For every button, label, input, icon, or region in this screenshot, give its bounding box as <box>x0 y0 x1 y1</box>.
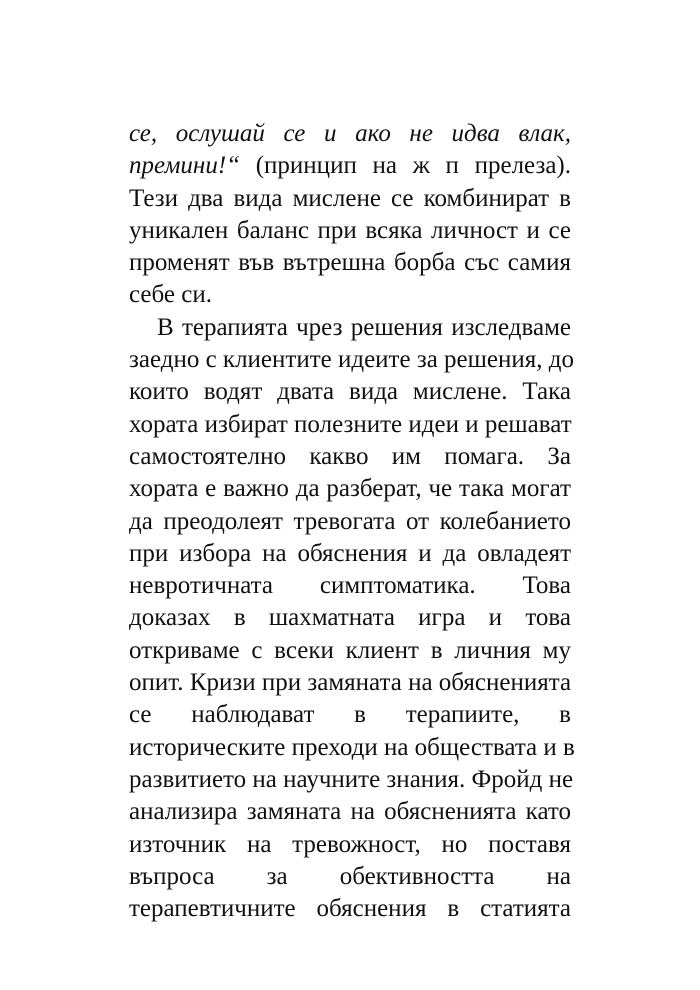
text-line: невротичната симптоматика. Това <box>129 572 571 600</box>
text-line <box>129 118 571 150</box>
italic-quote: се, ослушай се и ако не идва влак, <box>129 120 571 147</box>
text-line: историческите преходи на обществата и в <box>129 733 575 761</box>
text-line: източник на тревожност, но поставя <box>129 830 571 858</box>
text-line: хората е важно да разберат, че така могат <box>129 475 571 503</box>
text-line: развитието на научните знания. Фройд не <box>129 765 574 793</box>
text-line: уникален баланс при всяка личност и се <box>129 216 571 244</box>
body-text <box>129 118 575 925</box>
text-line: хората избират полезните идеи и решават <box>129 410 572 438</box>
text-line: променят във вътрешна борба със самия <box>129 249 571 277</box>
text-line: Тези два вида мислене се комбинират в <box>129 184 571 212</box>
text-line: да преодолеят тревогата от колебанието <box>129 507 571 535</box>
text-line: се наблюдават в терапиите, в <box>129 701 571 729</box>
paragraph-start-line: В терапията чрез решения изследваме <box>157 313 571 341</box>
text-line: заедно с клиентите идеите за решения, до <box>129 346 574 374</box>
italic-quote: премини!“ <box>129 152 241 180</box>
text-line: опит. Кризи при замяната на обясненията <box>129 669 572 697</box>
text-line: самостоятелно какво им помага. За <box>129 442 571 470</box>
text-line: себе си. <box>129 281 212 309</box>
text-line: въпроса за обективността на <box>129 862 571 890</box>
text-line: премини!“ (принцип на ж п прелеза). <box>129 152 571 180</box>
text-line: при избора на обяснения и да овладеят <box>129 539 571 567</box>
text-line: анализира замяната на обясненията като <box>129 798 571 826</box>
text-line: терапевтичните обяснения в статията <box>129 895 571 923</box>
text-line: откриваме с всеки клиент в личния му <box>129 636 571 664</box>
text-line: които водят двата вида мислене. Така <box>129 378 571 406</box>
text-line: доказах в шахматната игра и това <box>129 604 571 632</box>
